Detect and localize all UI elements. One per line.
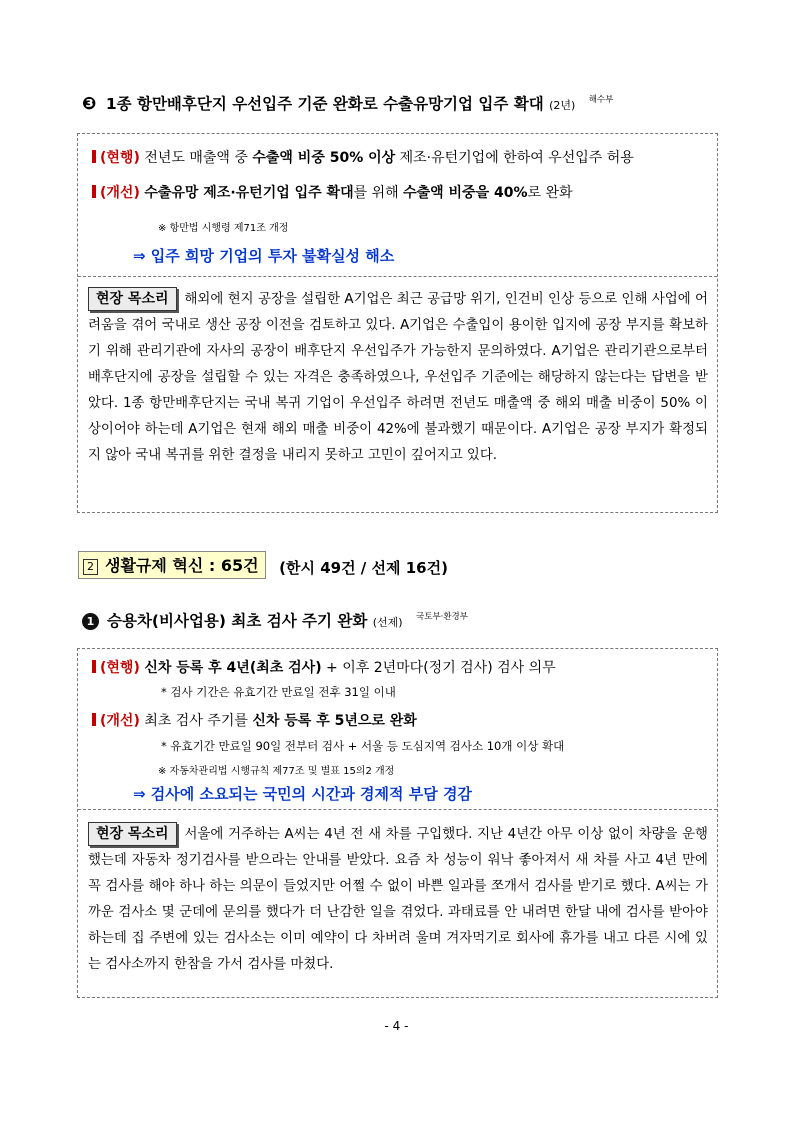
- item1-title: 승용차(비사업용) 최초 검사 주기 완화: [107, 612, 368, 630]
- item1-box: [77, 648, 718, 998]
- section2-number: 2: [83, 559, 98, 575]
- item1-current-line: [92, 657, 556, 677]
- item3-improve-line: [92, 182, 573, 202]
- item1-voice: [88, 822, 708, 978]
- item3-improve-emphasis: 수출유망 제조·유턴기업 입주 확대: [144, 185, 354, 201]
- item3-number: ❸: [82, 94, 97, 114]
- item3-tag: (2년): [549, 99, 576, 112]
- item3-current-text: 전년도 매출액 중: [144, 150, 253, 166]
- item3-current-emphasis: 수출액 비중 50% 이상: [252, 150, 396, 166]
- section2-heading: [78, 551, 448, 579]
- item3-effect: ⇒ 입주 희망 기업의 투자 불확실성 해소: [133, 247, 395, 265]
- item3-voice-text: 해외에 현지 공장을 설립한 A기업은 최근 공급망 위기, 인건비 인상 등으로 인해 사업에 어려움을 겪어 국내로 생산 공장 이전을 검토하고 있다. A기업은 수출입이 용이한 입지에 공장 부지를 확보하기 위해 관리기관에 자사의 공장이 배후단지 우선입주가 가능한지 문의하였다. A기업은 관리기관으로부터 배후단지에 공장을 설립할 수 있는 자격은 충족하였으나, 우선입주 기준에는 해당하지 않는다는 답변을 받았다. 1종 항만배후단지는 국내 복귀 기업이 우선입주 하려면 전년도 매출액 중 해외 매출 비중이 50% 이상이어야 하는데 A기업은 현재 해외 매출 비중이 42%에 불과했기 때문이다. A기업은 공장 부지가 확정되지 않아 국내 복귀를 위한 결정을 내리지 못하고 고민이 깊어지고 있다.: [88, 292, 708, 463]
- item1-improve-emphasis: 신차 등록 후 5년으로 완화: [252, 713, 417, 729]
- item1-tag: (선제): [372, 616, 403, 629]
- item3-dept: 해수부: [588, 95, 614, 105]
- item1-effect: ⇒ 검사에 소요되는 국민의 시간과 경제적 부담 경감: [133, 785, 472, 803]
- item3-current-label: (현행): [100, 150, 140, 166]
- item1-improve-note: * 유효기간 만료일 90일 전부터 검사 + 서울 등 도심지역 검사소 10개 이상 확대: [161, 739, 565, 753]
- item1-law-note: ※ 자동차관리법 시행규칙 제77조 및 별표 15의2 개정: [158, 766, 395, 777]
- marker-bar-icon: [92, 185, 96, 198]
- item1-improve-line: [92, 710, 417, 730]
- item3-box: [77, 133, 718, 513]
- item3-voice-label: 현장 목소리: [88, 287, 177, 311]
- item1-current-text: + 이후 2년마다(정기 검사) 검사 의무: [321, 660, 556, 676]
- item1-current-label: (현행): [100, 660, 140, 676]
- item3-law-note: ※ 항만법 시행령 제71조 개정: [158, 223, 289, 234]
- item3-summary: [78, 134, 717, 277]
- item3-title: 1종 항만배후단지 우선입주 기준 완화로 수출유망기업 입주 확대: [105, 95, 544, 113]
- item3-heading: [82, 92, 613, 114]
- item1-dept: 국토부·환경부: [416, 612, 468, 622]
- item1-improve-text: 최초 검사 주기를: [144, 713, 253, 729]
- item3-voice: [88, 287, 708, 469]
- item3-improve-text: 를 위해: [353, 185, 404, 201]
- item1-current-emphasis: 신차 등록 후 4년(최초 검사): [144, 660, 322, 676]
- section2-label-box: [78, 551, 266, 579]
- marker-bar-icon: [92, 713, 96, 726]
- item1-voice-label: 현장 목소리: [88, 822, 177, 846]
- item3-current-line: [92, 147, 634, 167]
- item1-current-note: * 검사 기간은 유효기간 만료일 전후 31일 이내: [161, 685, 396, 699]
- item1-improve-label: (개선): [100, 713, 140, 729]
- item3-improve-emphasis-2: 수출액 비중을 40%: [403, 185, 528, 201]
- marker-bar-icon: [92, 150, 96, 163]
- item3-current-text-2: 제조·유턴기업에 한하여 우선입주 허용: [395, 150, 634, 166]
- item3-improve-label: (개선): [100, 185, 140, 201]
- item1-heading: [82, 609, 468, 631]
- item1-summary: [78, 649, 717, 810]
- item1-number: 1: [82, 613, 99, 630]
- item3-improve-text-2: 로 완화: [527, 185, 573, 201]
- section2-sub: (한시 49건 / 선제 16건): [279, 559, 448, 577]
- marker-bar-icon: [92, 660, 96, 673]
- item1-voice-text: 서울에 거주하는 A씨는 4년 전 새 차를 구입했다. 지난 4년간 아무 이상 없이 차량을 운행했는데 자동차 정기검사를 받으라는 안내를 받았다. 요즘 차 성능이 워낙 좋아져서 새 차를 사고 4년 만에 꼭 검사를 해야 하나 하는 의문이 들었지만 어쩔 수 없이 바쁜 일과를 쪼개서 검사를 받기로 했다. A씨는 가까운 검사소 몇 군데에 문의를 했다가 더 난감한 일을 겪었다. 과태료를 안 내려면 한달 내에 검사를 받아야 하는데 집 주변에 있는 검사소는 이미 예약이 다 차버려 울며 겨자먹기로 회사에 휴가를 내고 다른 시에 있는 검사소까지 한참을 가서 검사를 마쳤다.: [88, 827, 708, 972]
- page-number: - 4 -: [384, 1019, 409, 1033]
- section2-label: 생활규제 혁신 : 65건: [105, 556, 259, 575]
